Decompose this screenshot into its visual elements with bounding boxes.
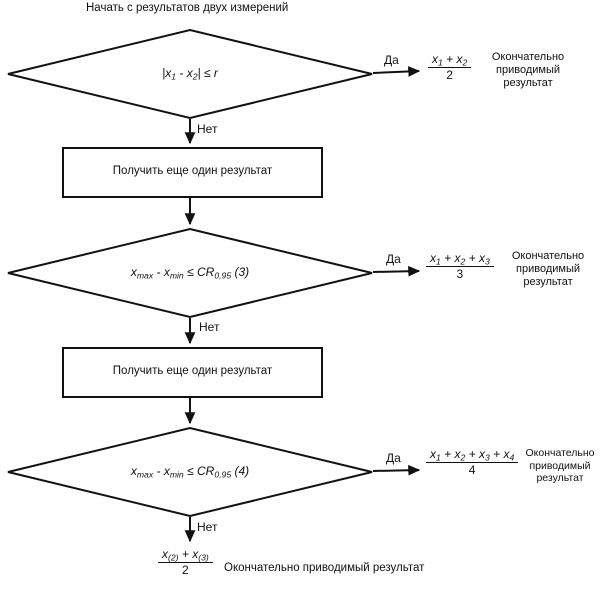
yes-label-3: Да bbox=[386, 451, 401, 465]
result-3-denominator: 4 bbox=[468, 463, 476, 477]
result-1-numerator: $x_1 + x_2$ bbox=[428, 53, 471, 68]
no-label-3: Нет bbox=[197, 520, 218, 534]
final-result-numerator: $x_{(2)} + x_{(3)}$ bbox=[158, 548, 213, 563]
result-2-caption: Окончательно приводимый результат bbox=[511, 250, 585, 288]
result-1-denominator: 2 bbox=[446, 68, 453, 82]
flowchart-title: Начать с результатов двух измерений bbox=[86, 2, 289, 14]
yes-arrow-1 bbox=[373, 71, 419, 73]
final-result-caption: Окончательно приводимый результат bbox=[224, 562, 425, 574]
decision-1-condition: $|x_1 - x_2| \le r$ bbox=[162, 66, 218, 82]
final-result-denominator: 2 bbox=[182, 563, 189, 577]
decision-3-condition: $x_{max} - x_{min} \le CR_{0,95}$ (4) bbox=[130, 464, 250, 480]
yes-label-2: Да bbox=[386, 252, 401, 266]
decision-2-condition: $x_{max} - x_{min} \le CR_{0,95}$ (3) bbox=[130, 265, 250, 281]
result-1-formula bbox=[428, 53, 471, 82]
process-1-label: Получить еще один результат bbox=[112, 165, 273, 177]
no-label-1: Нет bbox=[197, 122, 218, 136]
result-3-numerator: $x_1 + x_2 + x_3 + x_4$ bbox=[426, 448, 518, 463]
yes-arrow-3 bbox=[373, 470, 419, 471]
final-result-formula bbox=[158, 548, 213, 577]
no-label-2: Нет bbox=[199, 320, 220, 334]
result-1-caption: Окончательно приводимый результат bbox=[491, 51, 565, 89]
result-3-caption: Окончательно приводимый результат bbox=[525, 447, 595, 484]
result-2-numerator: $x_1 + x_2 + x_3$ bbox=[426, 252, 494, 267]
process-2-label: Получить еще один результат bbox=[112, 365, 273, 377]
yes-label-1: Да bbox=[384, 53, 399, 67]
result-3-formula bbox=[426, 448, 518, 477]
result-2-formula bbox=[426, 252, 494, 281]
yes-arrow-2 bbox=[373, 271, 419, 272]
result-2-denominator: 3 bbox=[456, 267, 464, 281]
